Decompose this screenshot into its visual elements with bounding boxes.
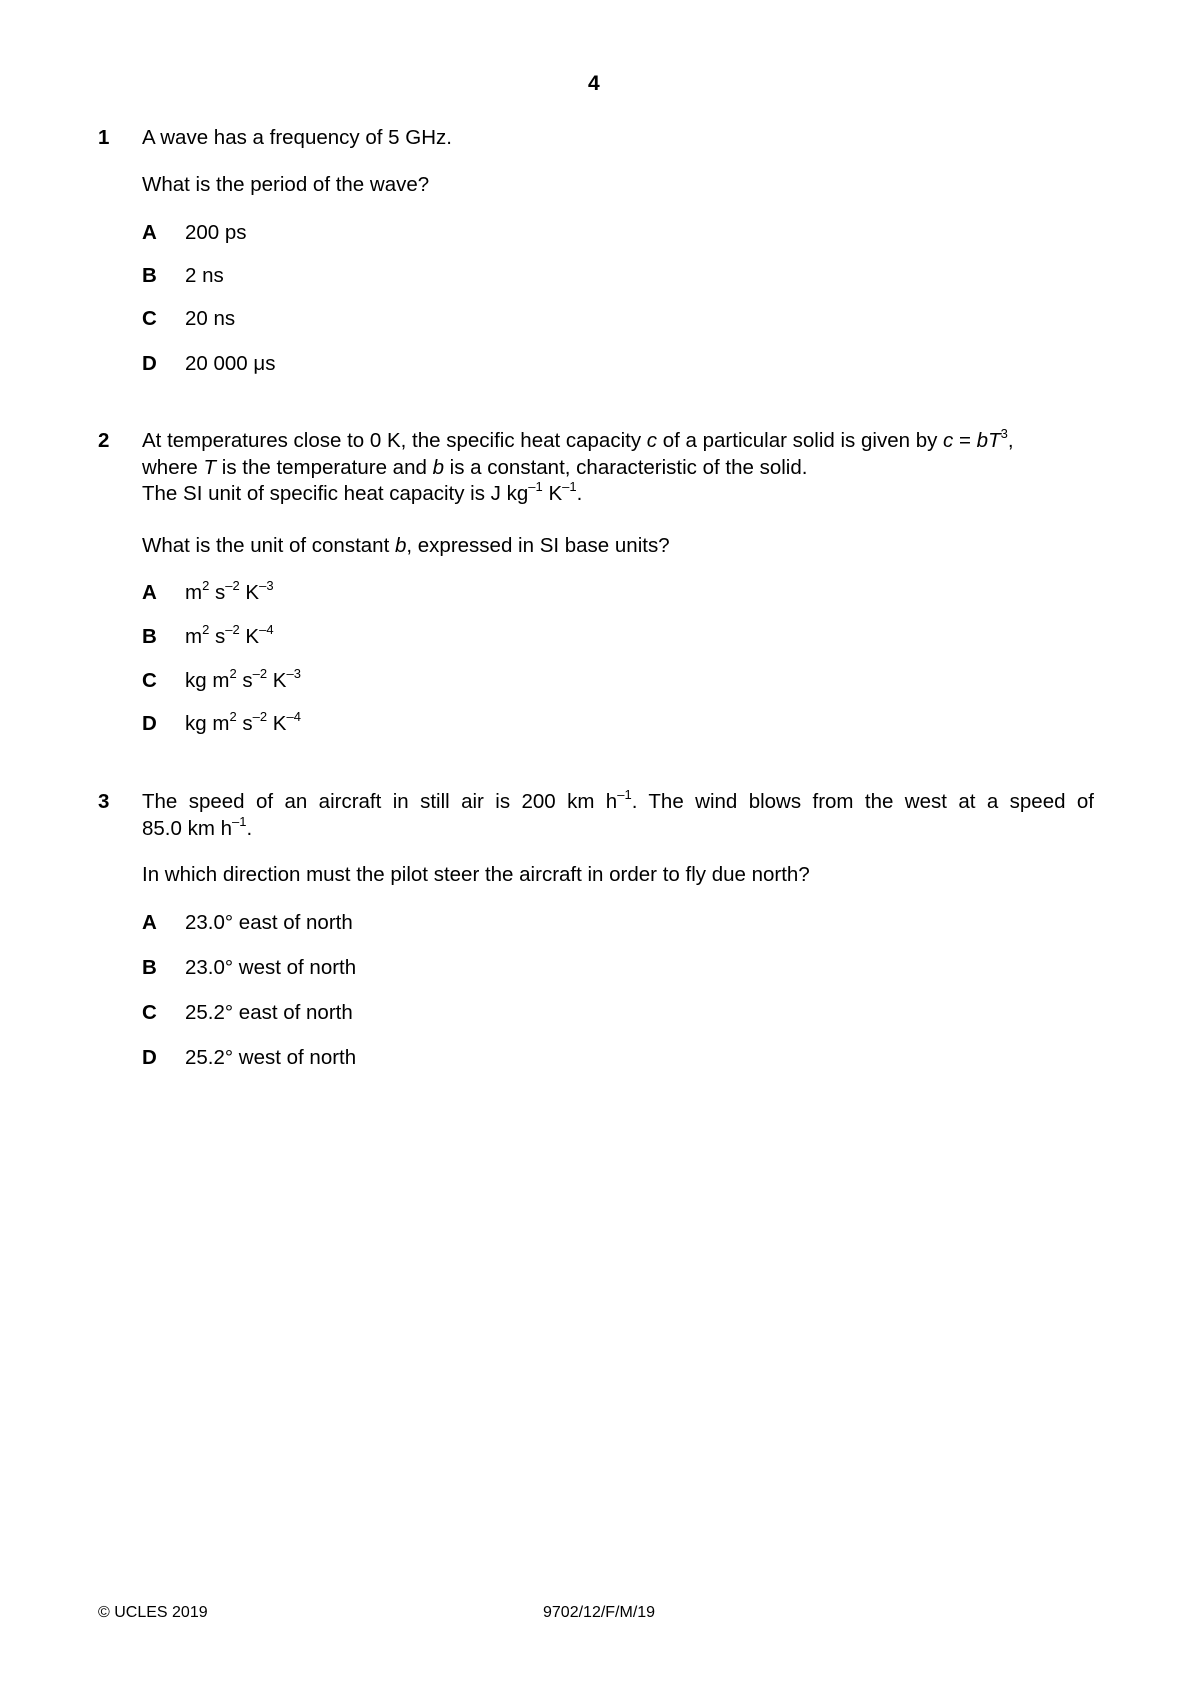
- equals-sign: =: [953, 429, 977, 452]
- question-3-option-c-text: 25.2° east of north: [185, 1001, 353, 1024]
- exponent: –4: [286, 709, 301, 724]
- question-3-option-a-text: 23.0° east of north: [185, 911, 353, 934]
- question-3-option-b-text: 23.0° west of north: [185, 956, 357, 979]
- footer-paper-code: 9702/12/F/M/19: [543, 1604, 656, 1621]
- question-1-stem: A wave has a frequency of 5 GHz.: [142, 126, 452, 149]
- text-run: is a constant, characteristic of the solid.: [443, 456, 808, 479]
- variable-b: b: [394, 534, 407, 557]
- question-3-stem-line-2: [142, 814, 253, 841]
- unit: s: [236, 669, 253, 692]
- exponent: –1: [528, 479, 543, 494]
- exponent: –3: [259, 578, 274, 593]
- variable-t: T: [988, 429, 1001, 452]
- text-run: ,: [1007, 429, 1014, 452]
- question-1-option-c-text: 20 ns: [185, 307, 236, 330]
- variable-t: T: [203, 456, 217, 479]
- question-1-option-a-letter: A: [142, 221, 157, 244]
- question-3-option-d-letter: D: [142, 1046, 157, 1069]
- unit: m: [185, 581, 203, 604]
- question-1-option-b-text: 2 ns: [185, 264, 224, 287]
- text-run: .: [246, 817, 253, 840]
- question-2-stem-line-2: [142, 456, 807, 480]
- exponent: –2: [225, 622, 240, 637]
- question-3-option-d-text: 25.2° west of north: [185, 1046, 357, 1069]
- unit: s: [209, 625, 226, 648]
- text-run: where: [142, 456, 204, 479]
- unit: s: [209, 581, 226, 604]
- exponent: 2: [202, 622, 210, 637]
- question-2-option-b-letter: B: [142, 625, 157, 648]
- question-2-number: 2: [98, 429, 110, 452]
- question-2-option-c-letter: C: [142, 669, 157, 692]
- question-2-stem-line-3: [142, 479, 583, 506]
- unit: K: [239, 625, 260, 648]
- question-2-option-d-letter: D: [142, 712, 157, 735]
- unit: K: [267, 712, 287, 735]
- question-2-option-a-text: [185, 578, 274, 605]
- variable-b: b: [432, 456, 444, 479]
- text-run: The speed of an aircraft in still air is 200 km h: [142, 790, 618, 813]
- question-2-option-b-text: [185, 622, 274, 649]
- exponent: –2: [225, 578, 240, 593]
- question-3-stem-line-1: [142, 787, 1095, 814]
- text-run: 85.0 km h: [142, 817, 233, 840]
- text-run: The SI unit of specific heat capacity is J kg: [142, 482, 529, 505]
- question-1-option-a-text: 200 ps: [185, 221, 247, 244]
- variable-c: c: [646, 429, 658, 452]
- exponent: 3: [1000, 426, 1008, 441]
- question-2-option-d-text: [185, 709, 301, 736]
- variable-c: c: [943, 429, 954, 452]
- footer-copyright: © UCLES 2019: [98, 1604, 208, 1621]
- question-3-prompt: In which direction must the pilot steer the aircraft in order to fly due north?: [142, 863, 810, 886]
- question-1-prompt: What is the period of the wave?: [142, 173, 430, 196]
- question-2-option-a-letter: A: [142, 581, 157, 604]
- exponent: –1: [562, 479, 577, 494]
- question-3-option-a-letter: A: [142, 911, 157, 934]
- exponent: –4: [259, 622, 274, 637]
- exponent: –1: [617, 787, 632, 802]
- question-3-option-c-letter: C: [142, 1001, 157, 1024]
- page-number: 4: [588, 72, 600, 95]
- text-run: What is the unit of constant: [142, 534, 395, 557]
- text-run: K: [542, 482, 563, 505]
- exponent: –3: [286, 666, 301, 681]
- question-1-option-c-letter: C: [142, 307, 157, 330]
- question-2-option-c-text: [185, 666, 301, 693]
- exponent: –2: [252, 666, 268, 681]
- question-3-number: 3: [98, 790, 110, 813]
- exponent: 2: [229, 666, 237, 681]
- exponent: –1: [232, 814, 247, 829]
- unit: kg m: [185, 669, 230, 692]
- unit: kg m: [185, 712, 230, 735]
- unit: m: [185, 625, 203, 648]
- text-run: is the temperature and: [216, 456, 433, 479]
- text-run: .: [576, 482, 583, 505]
- question-2-stem-line-1: [142, 426, 1014, 453]
- unit: K: [239, 581, 260, 604]
- question-2-prompt: [142, 534, 670, 558]
- text-run: , expressed in SI base units?: [406, 534, 670, 557]
- exponent: –2: [252, 709, 268, 724]
- exponent: 2: [202, 578, 210, 593]
- text-run: . The wind blows from the west at a speed of: [631, 790, 1095, 813]
- exponent: 2: [229, 709, 237, 724]
- text-run: At temperatures close to 0 K, the specific heat capacity: [142, 429, 647, 452]
- unit: s: [236, 712, 253, 735]
- unit: K: [267, 669, 287, 692]
- variable-b: b: [976, 429, 989, 452]
- question-1-number: 1: [98, 126, 110, 149]
- question-1-option-b-letter: B: [142, 264, 157, 287]
- question-1-option-d-letter: D: [142, 352, 157, 375]
- question-3-option-b-letter: B: [142, 956, 157, 979]
- question-1-option-d-text: 20 000 μs: [185, 352, 276, 375]
- text-run: of a particular solid is given by: [657, 429, 944, 452]
